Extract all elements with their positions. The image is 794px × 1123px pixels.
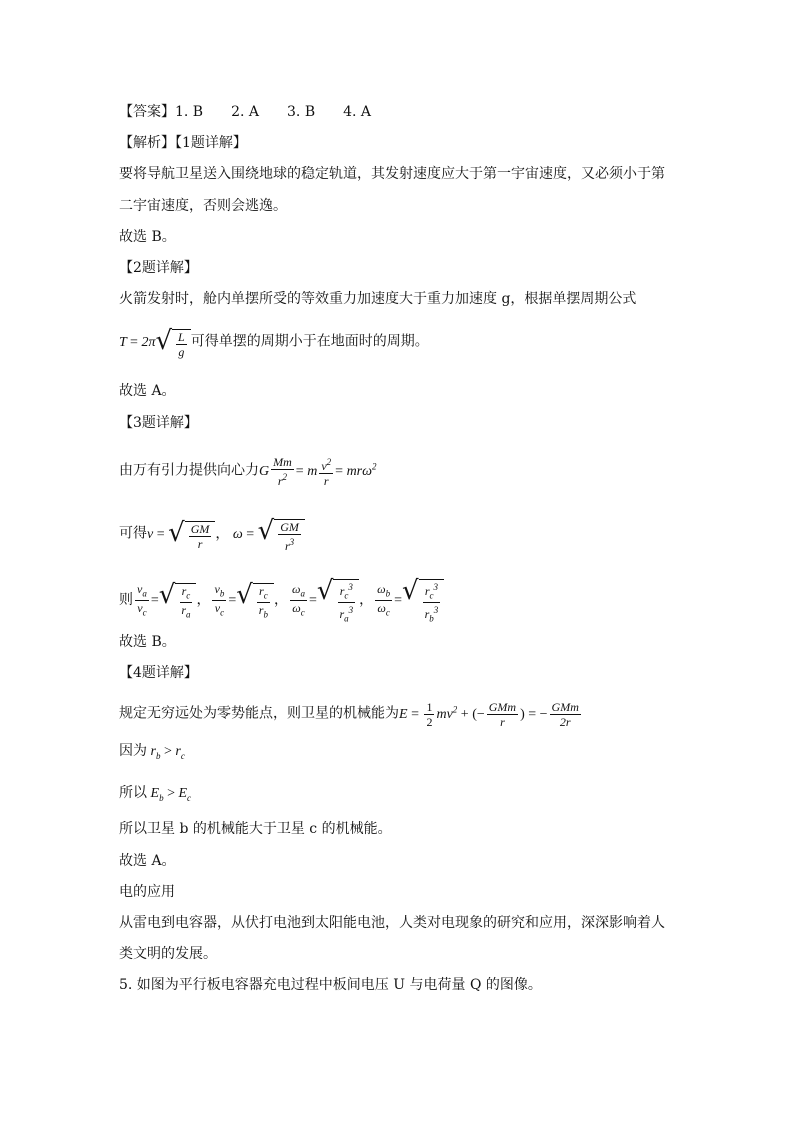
analysis-tag: 【解析】 xyxy=(119,135,175,151)
q3-line2 xyxy=(119,516,305,553)
q3-heading: 【3题详解】 xyxy=(119,415,198,431)
q3-line3-text: 则 xyxy=(119,592,133,609)
q1-text-line1: 要将导航卫星送入围绕地球的稳定轨道，其发射速度应大于第一宇宙速度，又必须小于第 xyxy=(119,166,665,182)
q2-text-line1: 火箭发射时，舱内单摆所受的等效重力加速度大于重力加速度 g，根据单摆周期公式 xyxy=(119,291,637,307)
answer-line xyxy=(119,103,371,121)
q3-line3 xyxy=(119,576,444,626)
velocity-omega-formula: v = √ $\frac{GM}{r}$ ， ω = √ $\frac{GM}{r^3}$ xyxy=(147,527,305,542)
q4-line1-text: 规定无穷远处为零势能点，则卫星的机械能为 xyxy=(119,705,399,722)
q4-because xyxy=(119,742,185,765)
q4-conclusion: 所以卫星 b 的机械能大于卫星 c 的机械能。 xyxy=(119,821,392,837)
radius-comparison: $r_b > r_c$ xyxy=(147,744,185,761)
q4-heading: 【4题详解】 xyxy=(119,665,198,681)
q4-because-text: 因为 xyxy=(119,743,147,759)
q1-text-line2: 二宇宙速度，否则会逃逸。 xyxy=(119,198,287,214)
section-title: 电的应用 xyxy=(119,884,175,900)
q4-so xyxy=(119,784,191,807)
section-text-line2: 类文明的发展。 xyxy=(119,946,217,962)
answer-items: 1. B 2. A 3. B 4. A xyxy=(175,104,372,120)
analysis-line xyxy=(119,134,247,152)
q3-line1-text: 由万有引力提供向心力 xyxy=(119,462,259,479)
pendulum-period-formula: T = 2π √ $\frac{L}{g}$ xyxy=(119,335,191,350)
gravitation-formula: G $\frac{Mm}{r^2}$ = m $\frac{v^2}{r}$ = mrω$^2$ xyxy=(259,455,377,488)
q5-text: 5. 如图为平行板电容器充电过程中板间电压 U 与电荷量 Q 的图像。 xyxy=(119,977,542,993)
q4-choice: 故选 A。 xyxy=(119,853,176,869)
section-text-line1: 从雷电到电容器，从伏打电池到太阳能电池，人类对电现象的研究和应用，深深影响着人 xyxy=(119,915,665,931)
q1-heading: 【1题详解】 xyxy=(175,135,247,151)
q3-choice: 故选 B。 xyxy=(119,634,176,650)
q3-line1 xyxy=(119,455,377,488)
q2-choice: 故选 A。 xyxy=(119,383,176,399)
q3-line2-text: 可得 xyxy=(119,525,147,542)
q2-formula-text: 可得单摆的周期小于在地面时的周期。 xyxy=(190,333,429,350)
ratio-formulas: $\frac{v_a}{v_c}$ = √ $\frac{r_c}{r_a}$ ， $\frac{v_b}{v_c}$ = √ $\frac{r_c}{r_b}$ ， $\frac{\omega_a}{\omega_c}$ = √ $\frac{r_c^3}{r_a^3}$ ， $\frac{\omega_b}{\omega_c}$ = √ $\frac{r_c^3}{r_b^3}$ xyxy=(133,593,444,608)
energy-comparison: $E_b > E_c$ xyxy=(147,786,192,803)
q2-formula-line xyxy=(119,326,429,359)
q4-so-text: 所以 xyxy=(119,785,147,801)
q1-choice: 故选 B。 xyxy=(119,229,176,245)
answer-tag: 【答案】 xyxy=(119,104,175,120)
mechanical-energy-formula: E = $\frac{1}{2}$ $mv^2$ + (− $\frac{\text{GMm}}{r}$ ) = − $\frac{\text{GMm}}{2r}$ xyxy=(399,700,579,729)
q2-heading: 【2题详解】 xyxy=(119,260,198,276)
q4-line1 xyxy=(119,700,583,729)
